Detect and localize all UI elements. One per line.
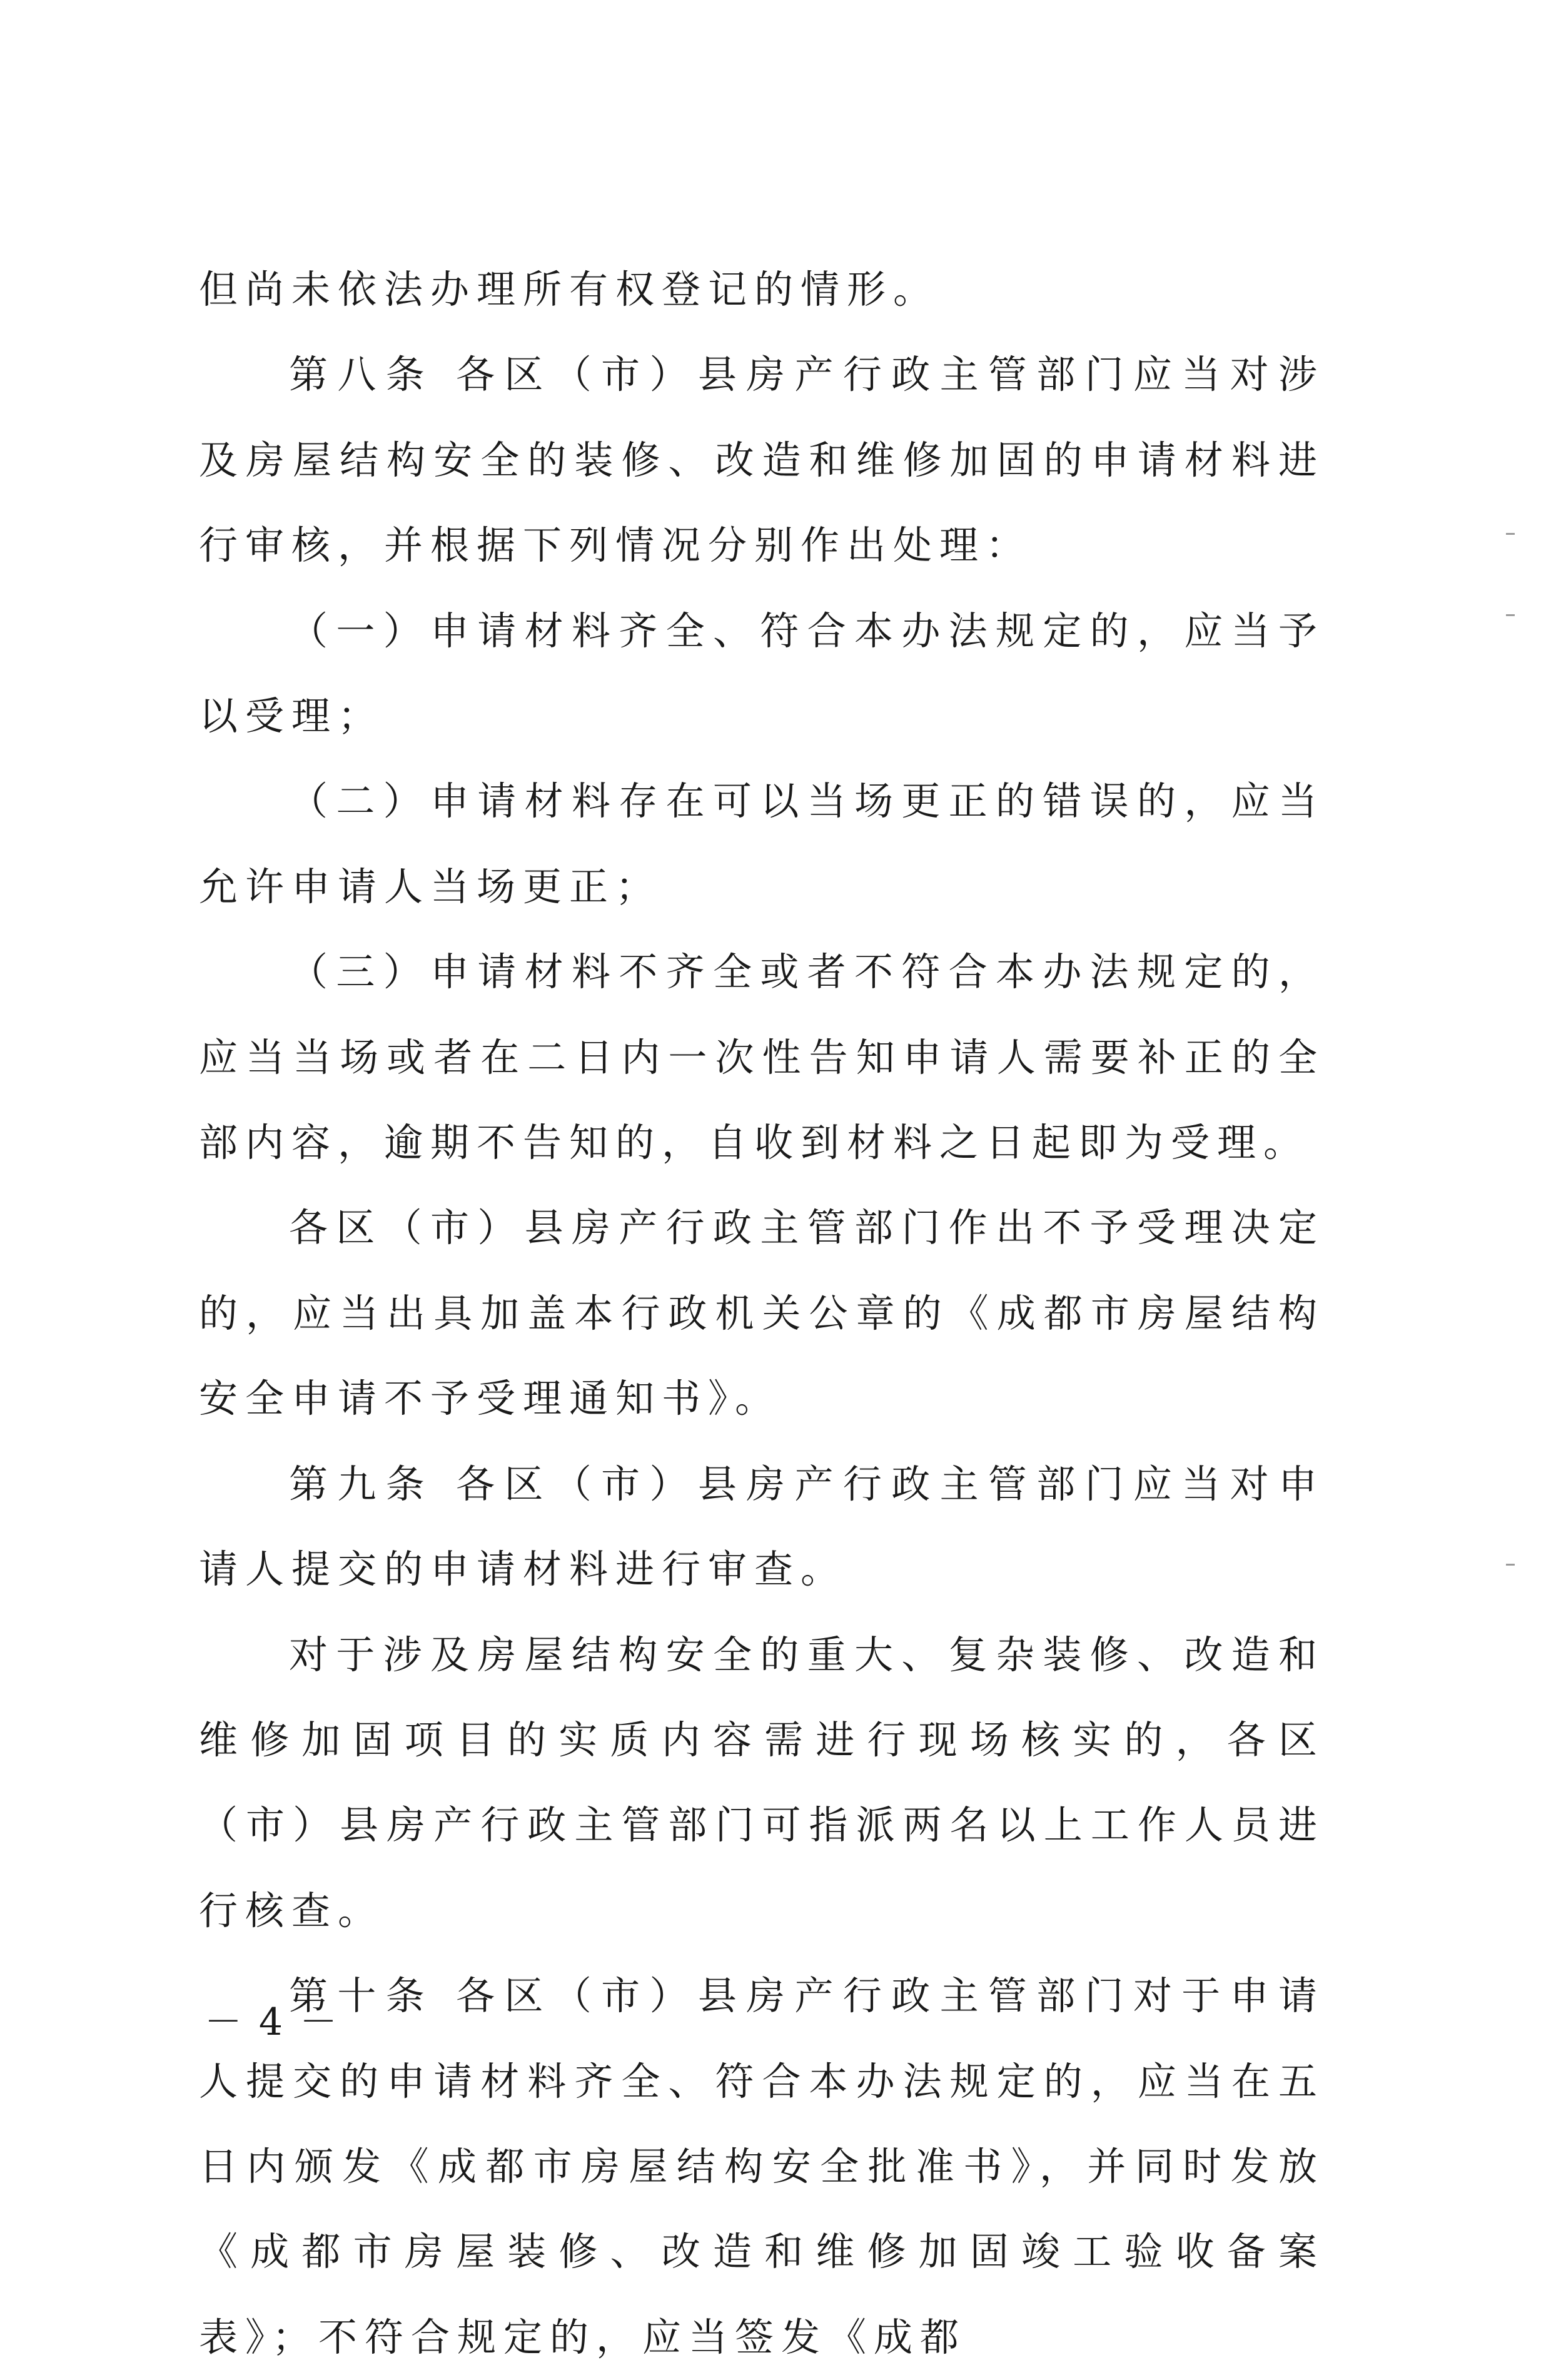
paragraph-continuation: 但尚未依法办理所有权登记的情形。 xyxy=(199,266,940,312)
page-number: － 4 － xyxy=(204,2000,340,2044)
paragraph-rejection-notice: 各区（市）县房产行政主管部门作出不予受理决定的，应当出具加盖本行政机关公章的《成都市房屋结构安全申请不予受理通知书》。 xyxy=(199,1205,1325,1422)
paragraph-article-8: 第八条 各区（市）县房产行政主管部门应当对涉及房屋结构安全的装修、改造和维修加固的申请材料进行审核，并根据下列情况分别作出处理： xyxy=(199,352,1325,569)
document-body xyxy=(199,247,1325,2380)
paragraph-item-3: （三）申请材料不齐全或者不符合本办法规定的，应当当场或者在二日内一次性告知申请人需要补正的全部内容，逾期不告知的，自收到材料之日起即为受理。 xyxy=(199,949,1325,1166)
paragraph-article-10: 第十条 各区（市）县房产行政主管部门对于申请人提交的申请材料齐全、符合本办法规定的，应当在五日内颁发《成都市房屋结构安全批准书》，并同时发放《成都市房屋装修、改造和维修加固竣工验收备案表》；不符合规定的，应当签发《成都 xyxy=(199,1973,1325,2360)
paragraph-item-1: （一）申请材料齐全、符合本办法规定的，应当予以受理； xyxy=(199,607,1325,739)
paragraph-item-2: （二）申请材料存在可以当场更正的错误的，应当允许申请人当场更正； xyxy=(199,778,1325,909)
paragraph-site-verification: 对于涉及房屋结构安全的重大、复杂装修、改造和维修加固项目的实质内容需进行现场核实的，各区（市）县房产行政主管部门可指派两名以上工作人员进行核查。 xyxy=(199,1631,1325,1933)
scan-mark xyxy=(1506,533,1515,535)
paragraph-article-9: 第九条 各区（市）县房产行政主管部门应当对申请人提交的申请材料进行审查。 xyxy=(199,1461,1325,1593)
scan-mark xyxy=(1506,614,1515,616)
scan-mark xyxy=(1506,1564,1515,1566)
